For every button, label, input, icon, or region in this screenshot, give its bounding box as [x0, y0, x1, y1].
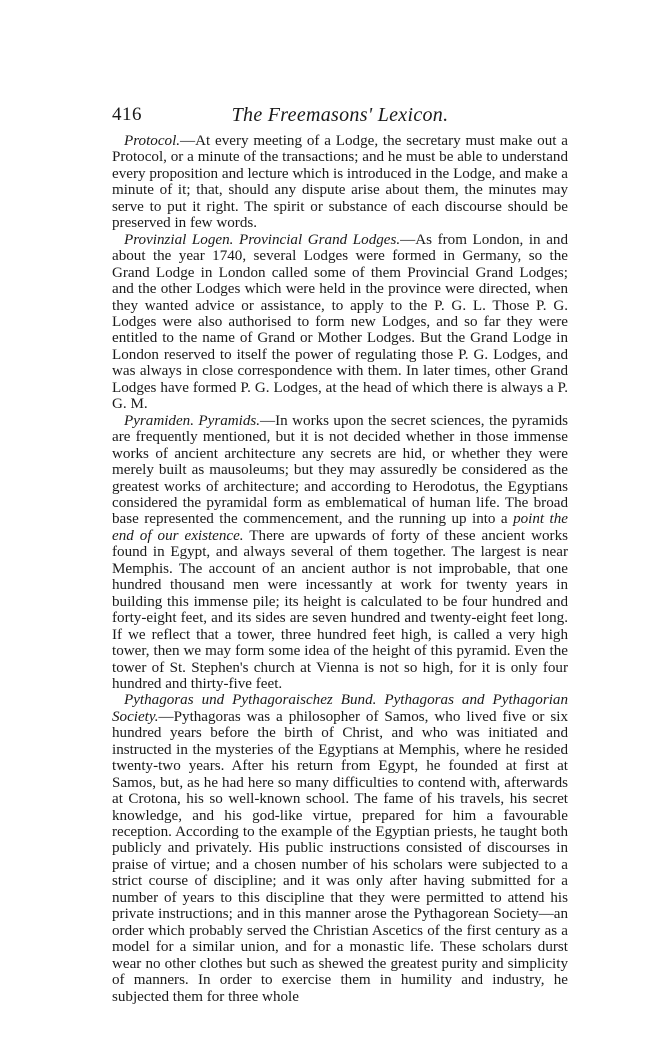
entry-protocol [112, 133, 568, 232]
page-header [112, 104, 568, 130]
entry-heading: Provinzial Logen. Provincial Grand Lodges. [124, 231, 401, 248]
page-number: 416 [112, 104, 142, 125]
entry-provincial-grand-lodges [112, 232, 568, 413]
entry-text: There are upwards of forty of these ancient works found in Egypt, and always several of them together. The largest is near Memphis. The account of an ancient author is not improbable, that one hundred thousand men were incessantly at work for twenty years in building this immense pile; its height is calculated to be four hundred and forty-eight feet, and its sides are seven hundred and twenty-eight feet long. If we reflect that a tower, three hundred feet high, is called a very high tower, then we may form some idea of the height of this pyramid. Even the tower of St. Stephen's church at Vienna is not so high, for it is only four hundred and thirty-five feet. [112, 527, 568, 692]
entry-heading: Pythagoras und Pythagoraischez Bund. Pythagoras and Pythagorian Society. [112, 692, 568, 725]
entry-heading: Pyramiden. Pyramids. [124, 412, 261, 429]
entry-text: —Pythagoras was a philosopher of Samos, who lived five or six hundred years before the birth of Christ, and who was initiated and instructed in the mysteries of the Egyptians at Memphis, where he resided twenty-two years. After his return from Egypt, he founded at first at Samos, but, as he had here so many difficulties to contend with, afterwards at Crotona, his so well-known school. The fame of his travels, his secret knowledge, and his god-like virtue, prepared for him a favourable reception. According to the example of the Egyptian priests, he taught both publicly and privately. His public instructions consisted of discourses in praise of virtue; and a chosen number of his scholars were subjected to a strict course of discipline; and it was only after having submitted for a number of years to this discipline that they were permitted to attend his private instructions; and in this manner arose the Pythagorean Society—an order which probably served the Christian Ascetics of the first century as a model for a similar union, and for a monastic life. These scholars durst wear no other clothes but such as shewed the greatest purity and simplicity of manners. In order to exercise them in humility and industry, he subjected them for three whole [112, 708, 568, 1005]
body-text [112, 133, 568, 1005]
entry-text: —At every meeting of a Lodge, the secretary must make out a Protocol, or a minute of the transactions; and he must be able to understand every proposition and lecture which is introduced in the Lodge, and make a minute of it; that, should any dispute arise about them, the minutes may serve to put it right. The spirit or substance of each discourse should be preserved in few words. [112, 133, 568, 232]
running-title: The Freemasons' Lexicon. [231, 104, 449, 126]
entry-text: —In works upon the secret sciences, the pyramids are frequently mentioned, but it is not decided whether in those immense works of ancient architecture any secrets are hid, or whether they were merely built as mausoleums; but they may assuredly be considered as the greatest works of architecture; and according to Herodotus, the Egyptians considered the pyramidal form as emblematical of human life. The broad base represented the commencement, and the running up into a [112, 412, 568, 528]
entry-pythagoras [112, 692, 568, 1005]
entry-heading: Protocol. [124, 133, 181, 149]
entry-italic-phrase: point the end of our existence. [112, 511, 568, 544]
entry-pyramids [112, 413, 568, 693]
entry-text: —As from London, in and about the year 1740, several Lodges were formed in Germany, so the Grand Lodge in London called some of them Provincial Grand Lodges; and the other Lodges which were held in the province were directed, when they wanted advice or assistance, to apply to the P. G. L. Those P. G. Lodges were also authorised to form new Lodges, and so far they were entitled to the name of Grand or Mother Lodges. But the Grand Lodge in London reserved to itself the power of regulating those P. G. Lodges, and was always in close correspondence with them. In later times, other Grand Lodges have formed P. G. Lodges, at the head of which there is always a P. G. M. [112, 231, 568, 413]
